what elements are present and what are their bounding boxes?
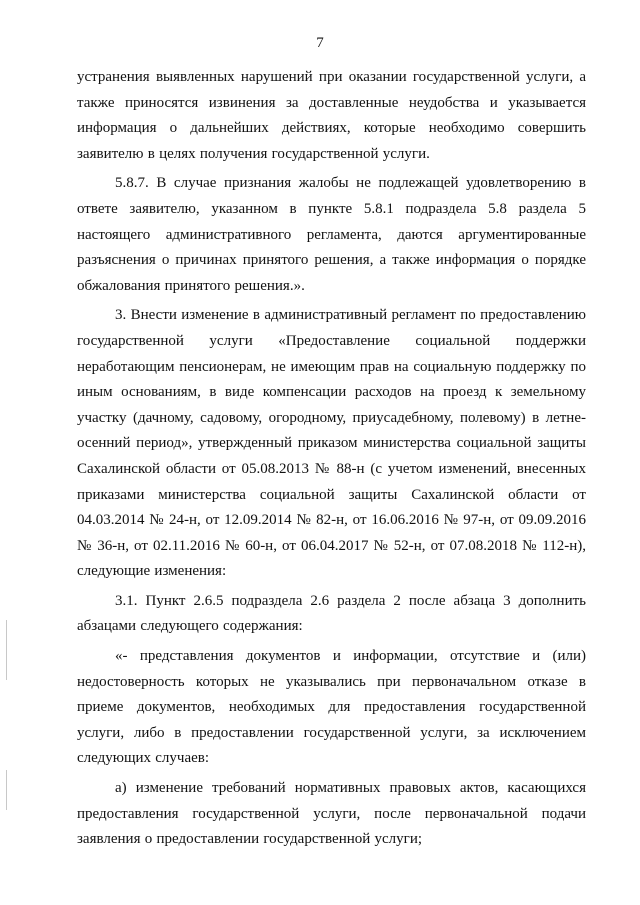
paragraph-5-8-7: 5.8.7. В случае признания жалобы не подлежащей удовлетворению в ответе заявителю, указанном в пункте 5.8.1 подраздела 5.8 раздела 5 настоящего административного регламента, даются аргументированные разъяснения о причинах принятого решения, а также информация о порядке обжалования принятого решения.». [77, 175, 586, 294]
paragraph-quote-start: «- представления документов и информации, отсутствие и (или) недостоверность которых не указывались при первоначальном отказе в приеме документов, необходимых для предоставления государственной услуги, либо в предоставлении государственной услуги, за исключением следующих случаев: [77, 648, 586, 767]
document-body [77, 65, 586, 853]
page-number: 7 [316, 35, 324, 51]
scan-edge-mark [6, 620, 7, 680]
paragraph-3-1: 3.1. Пункт 2.6.5 подраздела 2.6 раздела 2 после абзаца 3 дополнить абзацами следующего содержания: [77, 592, 586, 635]
scan-edge-mark [6, 770, 7, 810]
paragraph-continuation: устранения выявленных нарушений при оказании государственной услуги, а также приносятся извинения за доставленные неудобства и указывается информация о дальнейших действиях, которые необходимо совершить заявителю в целях получения государственной услуги. [77, 69, 586, 162]
paragraph-case-a: а) изменение требований нормативных правовых актов, касающихся предоставления государственной услуги, после первоначальной подачи заявления о предоставлении государственной услуги; [77, 780, 586, 848]
paragraph-3: 3. Внести изменение в административный регламент по предоставлению государственной услуги «Предоставление социальной поддержки неработающим пенсионерам, не имеющим прав на социальную поддержку по иным основаниям, в виде компенсации расходов на проезд к земельному участку (дачному, садовому, огородному, приусадебному, полевому) в летне-осенний период», утвержденный приказом министерства социальной защиты Сахалинской области от 05.08.2013 № 88-н (с учетом изменений, внесенных приказами министерства социальной защиты Сахалинской области от 04.03.2014 № 24-н, от 12.09.2014 № 82-н, от 16.06.2016 № 97-н, от 09.09.2016 № 36-н, от 02.11.2016 № 60-н, от 06.04.2017 № 52-н, от 07.08.2018 № 112-н), следующие изменения: [77, 307, 586, 580]
